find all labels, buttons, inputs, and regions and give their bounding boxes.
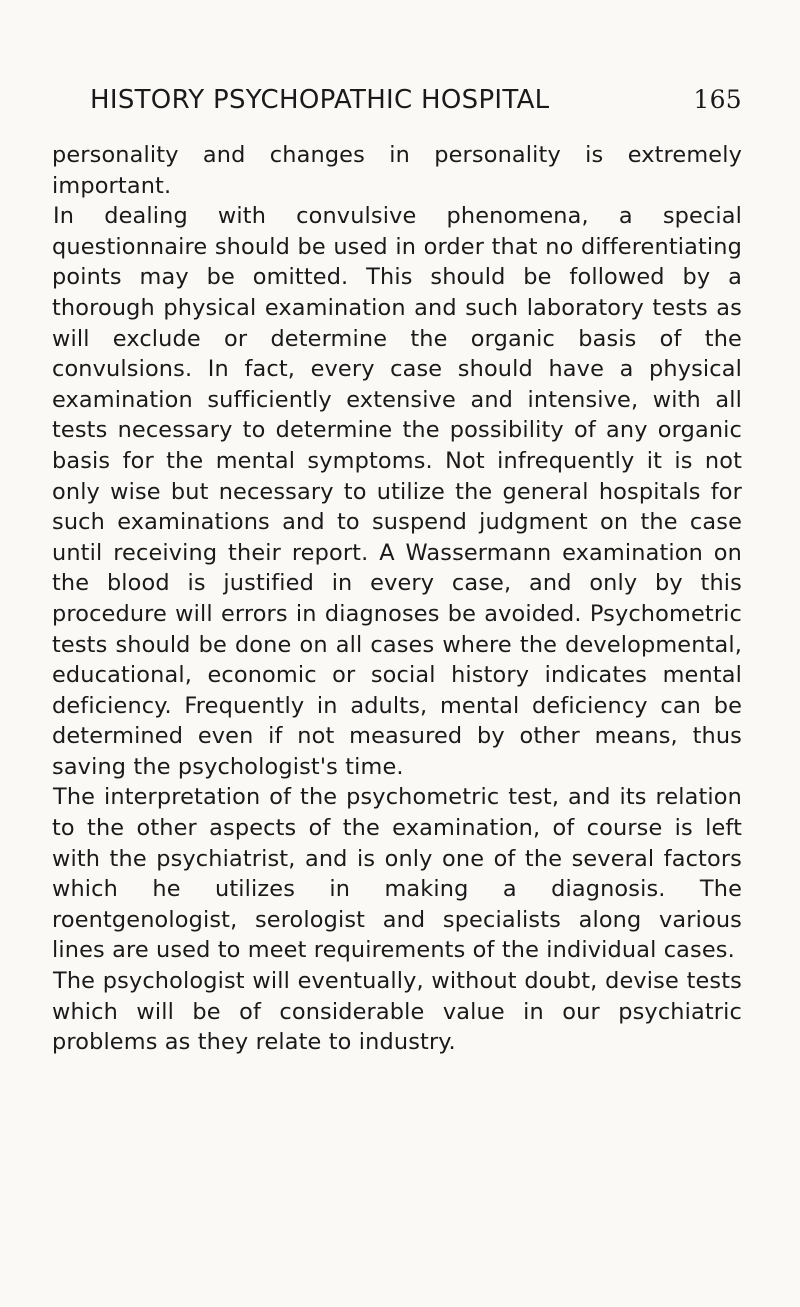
paragraph-psychometric-interpretation: The interpretation of the psychometric test, and its relation to the other aspects of the examination, of course is left with the psychiatrist, and is only one of the several factors which he utilizes in making a diagnosis. The roentgenologist, serologist and specialists along various lines are used to meet requirements of the individual cases. bbox=[52, 784, 742, 964]
paragraph-convulsive-phenomena: In dealing with convulsive phenomena, a special questionnaire should be used in order that no differentiating points may be omitted. This should be followed by a thorough physical examination and such laboratory tests as will exclude or determine the organic basis of the convulsions. In fact, every case should have a physical examination sufficiently extensive and intensive, with all tests necessary to determine the possibility of any organic basis for the mental symptoms. Not infrequently it is not only wise but necessary to utilize the general hospitals for such examinations and to suspend judgment on the case until receiving their report. A Wassermann examination on the blood is justified in every case, and only by this procedure will errors in diagnoses be avoided. Psychometric tests should be done on all cases where the developmental, educational, economic or social history indicates mental deficiency. Frequently in adults, mental deficiency can be determined even if not measured by other means, thus saving the psychologist's time. bbox=[52, 203, 742, 780]
body-text bbox=[52, 140, 742, 1058]
paragraph-continuation: personality and changes in personality is extremely important. bbox=[52, 142, 742, 199]
running-head-title: HISTORY PSYCHOPATHIC HOSPITAL bbox=[90, 85, 550, 115]
page-number: 165 bbox=[693, 85, 742, 114]
running-head bbox=[90, 80, 742, 120]
document-page bbox=[52, 80, 742, 1058]
paragraph-psychologist: The psychologist will eventually, without doubt, devise tests which will be of considerable value in our psychiatric problems as they relate to industry. bbox=[52, 968, 742, 1056]
